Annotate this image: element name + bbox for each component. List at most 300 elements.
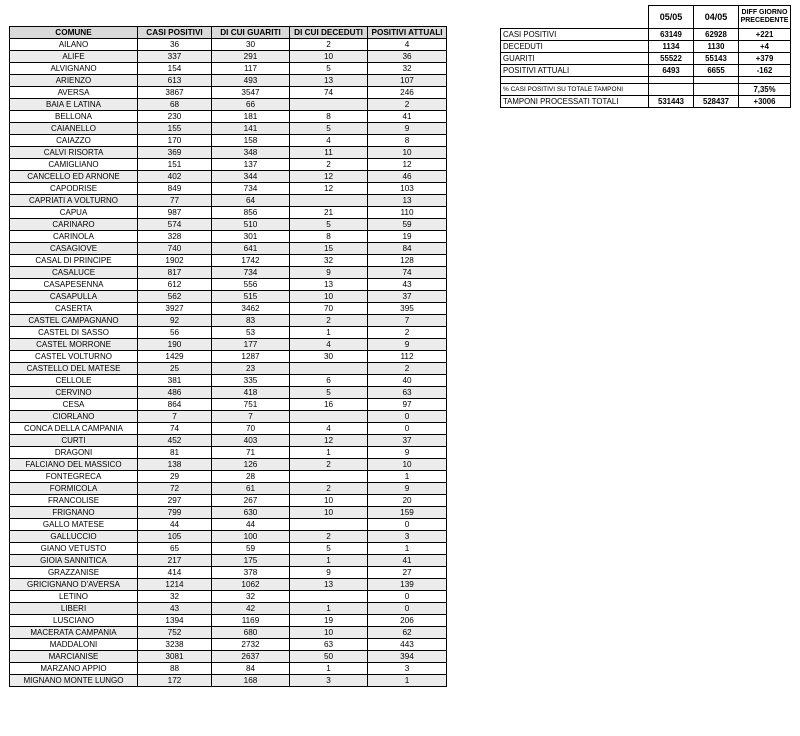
- table-row: [10, 231, 447, 243]
- deceduti-cell: 5: [290, 387, 368, 399]
- positivi-attuali-cell: 46: [368, 171, 447, 183]
- guariti-cell: 44: [212, 519, 290, 531]
- positivi-attuali-cell: 103: [368, 183, 447, 195]
- deceduti-cell: 1: [290, 603, 368, 615]
- summary-value-current: 6493: [649, 65, 694, 77]
- positivi-attuali-cell: 32: [368, 63, 447, 75]
- deceduti-cell: 2: [290, 459, 368, 471]
- deceduti-cell: 21: [290, 207, 368, 219]
- summary-tamponi-diff: +3006: [739, 96, 791, 108]
- guariti-cell: 641: [212, 243, 290, 255]
- casi-positivi-cell: 36: [138, 39, 212, 51]
- comune-name: CIORLANO: [10, 411, 138, 423]
- comune-name: MARCIANISE: [10, 651, 138, 663]
- table-row: [10, 243, 447, 255]
- positivi-attuali-cell: 112: [368, 351, 447, 363]
- guariti-cell: 177: [212, 339, 290, 351]
- guariti-cell: 70: [212, 423, 290, 435]
- summary-tamponi-label: TAMPONI PROCESSATI TOTALI: [501, 96, 649, 108]
- table-row: [10, 675, 447, 687]
- casi-positivi-cell: 574: [138, 219, 212, 231]
- comune-name: CERVINO: [10, 387, 138, 399]
- table-row: [10, 267, 447, 279]
- table-row: [10, 471, 447, 483]
- guariti-cell: 168: [212, 675, 290, 687]
- comune-name: GIANO VETUSTO: [10, 543, 138, 555]
- comune-name: CASAPESENNA: [10, 279, 138, 291]
- comune-name: LETINO: [10, 591, 138, 603]
- comune-name: CELLOLE: [10, 375, 138, 387]
- guariti-cell: 348: [212, 147, 290, 159]
- guariti-cell: 53: [212, 327, 290, 339]
- casi-positivi-cell: 230: [138, 111, 212, 123]
- deceduti-cell: 11: [290, 147, 368, 159]
- casi-positivi-cell: 3081: [138, 651, 212, 663]
- casi-positivi-cell: 381: [138, 375, 212, 387]
- summary-value-previous: 1130: [694, 41, 739, 53]
- summary-label: CASI POSITIVI: [501, 29, 649, 41]
- deceduti-cell: 2: [290, 531, 368, 543]
- deceduti-cell: 10: [290, 51, 368, 63]
- guariti-cell: 3462: [212, 303, 290, 315]
- guariti-cell: 1742: [212, 255, 290, 267]
- deceduti-cell: [290, 411, 368, 423]
- positivi-attuali-cell: 110: [368, 207, 447, 219]
- table-row: [10, 435, 447, 447]
- comune-name: AILANO: [10, 39, 138, 51]
- comune-name: FRIGNANO: [10, 507, 138, 519]
- table-row: [10, 219, 447, 231]
- guariti-cell: 1169: [212, 615, 290, 627]
- casi-positivi-cell: 486: [138, 387, 212, 399]
- deceduti-cell: 16: [290, 399, 368, 411]
- summary-pct-value: 7,35%: [739, 84, 791, 96]
- comune-name: AVERSA: [10, 87, 138, 99]
- casi-positivi-cell: 297: [138, 495, 212, 507]
- deceduti-cell: 2: [290, 483, 368, 495]
- guariti-cell: 7: [212, 411, 290, 423]
- deceduti-cell: 13: [290, 279, 368, 291]
- deceduti-cell: 13: [290, 75, 368, 87]
- table-header-row: [10, 27, 447, 39]
- table-row: [10, 111, 447, 123]
- comune-name: CAPODRISE: [10, 183, 138, 195]
- positivi-attuali-cell: 27: [368, 567, 447, 579]
- positivi-attuali-cell: 97: [368, 399, 447, 411]
- header-comune: COMUNE: [10, 27, 138, 39]
- positivi-attuali-cell: 2: [368, 363, 447, 375]
- comune-name: CASTEL VOLTURNO: [10, 351, 138, 363]
- positivi-attuali-cell: 41: [368, 111, 447, 123]
- deceduti-cell: [290, 99, 368, 111]
- summary-label: GUARITI: [501, 53, 649, 65]
- table-row: [10, 651, 447, 663]
- casi-positivi-cell: 138: [138, 459, 212, 471]
- comune-name: CURTI: [10, 435, 138, 447]
- positivi-attuali-cell: 40: [368, 375, 447, 387]
- positivi-attuali-cell: 443: [368, 639, 447, 651]
- comune-name: MACERATA CAMPANIA: [10, 627, 138, 639]
- summary-value-current: 55522: [649, 53, 694, 65]
- guariti-cell: 301: [212, 231, 290, 243]
- guariti-cell: 510: [212, 219, 290, 231]
- deceduti-cell: 15: [290, 243, 368, 255]
- comuni-table: [9, 26, 447, 687]
- summary-row-casi-positivi: [501, 29, 791, 41]
- comune-name: CASERTA: [10, 303, 138, 315]
- casi-positivi-cell: 29: [138, 471, 212, 483]
- deceduti-cell: 30: [290, 351, 368, 363]
- deceduti-cell: 74: [290, 87, 368, 99]
- summary-row-percentage: [501, 84, 791, 96]
- guariti-cell: 403: [212, 435, 290, 447]
- guariti-cell: 23: [212, 363, 290, 375]
- comune-name: CAMIGLIANO: [10, 159, 138, 171]
- comune-name: LIBERI: [10, 603, 138, 615]
- positivi-attuali-cell: 1: [368, 675, 447, 687]
- casi-positivi-cell: 155: [138, 123, 212, 135]
- casi-positivi-cell: 56: [138, 327, 212, 339]
- table-row: [10, 255, 447, 267]
- positivi-attuali-cell: 7: [368, 315, 447, 327]
- casi-positivi-cell: 452: [138, 435, 212, 447]
- guariti-cell: 493: [212, 75, 290, 87]
- comune-name: BAIA E LATINA: [10, 99, 138, 111]
- positivi-attuali-cell: 10: [368, 147, 447, 159]
- summary-header-row: [501, 6, 791, 29]
- casi-positivi-cell: 3867: [138, 87, 212, 99]
- deceduti-cell: 5: [290, 219, 368, 231]
- table-row: [10, 135, 447, 147]
- table-row: [10, 423, 447, 435]
- deceduti-cell: 32: [290, 255, 368, 267]
- table-row: [10, 495, 447, 507]
- table-row: [10, 183, 447, 195]
- positivi-attuali-cell: 2: [368, 327, 447, 339]
- guariti-cell: 3547: [212, 87, 290, 99]
- deceduti-cell: 5: [290, 63, 368, 75]
- deceduti-cell: 2: [290, 39, 368, 51]
- table-row: [10, 279, 447, 291]
- deceduti-cell: 10: [290, 291, 368, 303]
- guariti-cell: 515: [212, 291, 290, 303]
- table-row: [10, 591, 447, 603]
- deceduti-cell: [290, 195, 368, 207]
- table-row: [10, 339, 447, 351]
- casi-positivi-cell: 25: [138, 363, 212, 375]
- positivi-attuali-cell: 62: [368, 627, 447, 639]
- casi-positivi-cell: 74: [138, 423, 212, 435]
- summary-spacer-row: [501, 77, 791, 84]
- deceduti-cell: 2: [290, 315, 368, 327]
- comune-name: CASTEL MORRONE: [10, 339, 138, 351]
- guariti-cell: 83: [212, 315, 290, 327]
- comune-name: MIGNANO MONTE LUNGO: [10, 675, 138, 687]
- deceduti-cell: 9: [290, 567, 368, 579]
- positivi-attuali-cell: 36: [368, 51, 447, 63]
- guariti-cell: 181: [212, 111, 290, 123]
- casi-positivi-cell: 88: [138, 663, 212, 675]
- casi-positivi-cell: 43: [138, 603, 212, 615]
- summary-date-previous: 04/05: [694, 6, 739, 29]
- comune-name: GALLUCCIO: [10, 531, 138, 543]
- guariti-cell: 630: [212, 507, 290, 519]
- comune-name: GIOIA SANNITICA: [10, 555, 138, 567]
- summary-row-guariti: [501, 53, 791, 65]
- casi-positivi-cell: 72: [138, 483, 212, 495]
- casi-positivi-cell: 414: [138, 567, 212, 579]
- header-casi-positivi: CASI POSITIVI: [138, 27, 212, 39]
- comune-name: GALLO MATESE: [10, 519, 138, 531]
- summary-tamponi-current: 531443: [649, 96, 694, 108]
- table-row: [10, 291, 447, 303]
- positivi-attuali-cell: 9: [368, 447, 447, 459]
- deceduti-cell: [290, 519, 368, 531]
- casi-positivi-cell: 92: [138, 315, 212, 327]
- deceduti-cell: 12: [290, 183, 368, 195]
- positivi-attuali-cell: 4: [368, 39, 447, 51]
- casi-positivi-cell: 328: [138, 231, 212, 243]
- guariti-cell: 856: [212, 207, 290, 219]
- summary-label: POSITIVI ATTUALI: [501, 65, 649, 77]
- comune-name: ALVIGNANO: [10, 63, 138, 75]
- deceduti-cell: 5: [290, 543, 368, 555]
- casi-positivi-cell: 752: [138, 627, 212, 639]
- guariti-cell: 734: [212, 183, 290, 195]
- casi-positivi-cell: 799: [138, 507, 212, 519]
- guariti-cell: 71: [212, 447, 290, 459]
- positivi-attuali-cell: 0: [368, 591, 447, 603]
- header-positivi-attuali: POSITIVI ATTUALI: [368, 27, 447, 39]
- deceduti-cell: 19: [290, 615, 368, 627]
- summary-diff: +4: [739, 41, 791, 53]
- casi-positivi-cell: 44: [138, 519, 212, 531]
- table-row: [10, 483, 447, 495]
- summary-tamponi-previous: 528437: [694, 96, 739, 108]
- table-row: [10, 171, 447, 183]
- comune-name: FRANCOLISE: [10, 495, 138, 507]
- casi-positivi-cell: 190: [138, 339, 212, 351]
- guariti-cell: 66: [212, 99, 290, 111]
- comune-name: CASALUCE: [10, 267, 138, 279]
- table-row: [10, 159, 447, 171]
- table-row: [10, 543, 447, 555]
- deceduti-cell: 12: [290, 435, 368, 447]
- comune-name: CAPRIATI A VOLTURNO: [10, 195, 138, 207]
- positivi-attuali-cell: 0: [368, 519, 447, 531]
- guariti-cell: 344: [212, 171, 290, 183]
- table-row: [10, 411, 447, 423]
- table-row: [10, 531, 447, 543]
- summary-value-current: 63149: [649, 29, 694, 41]
- casi-positivi-cell: 151: [138, 159, 212, 171]
- positivi-attuali-cell: 74: [368, 267, 447, 279]
- guariti-cell: 30: [212, 39, 290, 51]
- casi-positivi-cell: 613: [138, 75, 212, 87]
- comune-name: DRAGONI: [10, 447, 138, 459]
- deceduti-cell: 1: [290, 663, 368, 675]
- casi-positivi-cell: 68: [138, 99, 212, 111]
- summary-label: DECEDUTI: [501, 41, 649, 53]
- casi-positivi-cell: 369: [138, 147, 212, 159]
- casi-positivi-cell: 3238: [138, 639, 212, 651]
- positivi-attuali-cell: 20: [368, 495, 447, 507]
- deceduti-cell: 5: [290, 123, 368, 135]
- table-row: [10, 351, 447, 363]
- positivi-attuali-cell: 63: [368, 387, 447, 399]
- guariti-cell: 751: [212, 399, 290, 411]
- guariti-cell: 141: [212, 123, 290, 135]
- table-row: [10, 579, 447, 591]
- casi-positivi-cell: 7: [138, 411, 212, 423]
- summary-value-previous: 62928: [694, 29, 739, 41]
- comune-name: BELLONA: [10, 111, 138, 123]
- table-row: [10, 399, 447, 411]
- casi-positivi-cell: 65: [138, 543, 212, 555]
- table-row: [10, 459, 447, 471]
- guariti-cell: 126: [212, 459, 290, 471]
- casi-positivi-cell: 170: [138, 135, 212, 147]
- deceduti-cell: 10: [290, 495, 368, 507]
- guariti-cell: 64: [212, 195, 290, 207]
- positivi-attuali-cell: 395: [368, 303, 447, 315]
- positivi-attuali-cell: 9: [368, 483, 447, 495]
- positivi-attuali-cell: 19: [368, 231, 447, 243]
- casi-positivi-cell: 562: [138, 291, 212, 303]
- casi-positivi-cell: 1429: [138, 351, 212, 363]
- deceduti-cell: [290, 363, 368, 375]
- casi-positivi-cell: 817: [138, 267, 212, 279]
- deceduti-cell: 70: [290, 303, 368, 315]
- guariti-cell: 175: [212, 555, 290, 567]
- guariti-cell: 137: [212, 159, 290, 171]
- table-row: [10, 555, 447, 567]
- summary-table: [500, 5, 791, 108]
- comune-name: GRICIGNANO D'AVERSA: [10, 579, 138, 591]
- comune-name: CASTEL CAMPAGNANO: [10, 315, 138, 327]
- guariti-cell: 335: [212, 375, 290, 387]
- table-row: [10, 207, 447, 219]
- guariti-cell: 291: [212, 51, 290, 63]
- table-row: [10, 507, 447, 519]
- positivi-attuali-cell: 107: [368, 75, 447, 87]
- deceduti-cell: 63: [290, 639, 368, 651]
- positivi-attuali-cell: 246: [368, 87, 447, 99]
- guariti-cell: 267: [212, 495, 290, 507]
- guariti-cell: 1062: [212, 579, 290, 591]
- deceduti-cell: 10: [290, 507, 368, 519]
- positivi-attuali-cell: 59: [368, 219, 447, 231]
- casi-positivi-cell: 154: [138, 63, 212, 75]
- table-row: [10, 663, 447, 675]
- guariti-cell: 117: [212, 63, 290, 75]
- comune-name: CAIANELLO: [10, 123, 138, 135]
- deceduti-cell: 1: [290, 447, 368, 459]
- guariti-cell: 1287: [212, 351, 290, 363]
- positivi-attuali-cell: 12: [368, 159, 447, 171]
- deceduti-cell: 6: [290, 375, 368, 387]
- guariti-cell: 42: [212, 603, 290, 615]
- comune-name: CAPUA: [10, 207, 138, 219]
- casi-positivi-cell: 172: [138, 675, 212, 687]
- comune-name: CASAPULLA: [10, 291, 138, 303]
- deceduti-cell: 10: [290, 627, 368, 639]
- casi-positivi-cell: 1214: [138, 579, 212, 591]
- table-row: [10, 63, 447, 75]
- table-row: [10, 615, 447, 627]
- header-deceduti: DI CUI DECEDUTI: [290, 27, 368, 39]
- deceduti-cell: 4: [290, 135, 368, 147]
- comune-name: CARINARO: [10, 219, 138, 231]
- positivi-attuali-cell: 128: [368, 255, 447, 267]
- comune-name: CASTEL DI SASSO: [10, 327, 138, 339]
- positivi-attuali-cell: 0: [368, 423, 447, 435]
- deceduti-cell: [290, 471, 368, 483]
- positivi-attuali-cell: 43: [368, 279, 447, 291]
- positivi-attuali-cell: 1: [368, 471, 447, 483]
- table-row: [10, 519, 447, 531]
- guariti-cell: 100: [212, 531, 290, 543]
- deceduti-cell: 4: [290, 339, 368, 351]
- deceduti-cell: 4: [290, 423, 368, 435]
- summary-value-previous: 6655: [694, 65, 739, 77]
- positivi-attuali-cell: 41: [368, 555, 447, 567]
- summary-value-current: 1134: [649, 41, 694, 53]
- comune-name: CAIAZZO: [10, 135, 138, 147]
- table-row: [10, 51, 447, 63]
- deceduti-cell: 12: [290, 171, 368, 183]
- table-row: [10, 99, 447, 111]
- table-row: [10, 327, 447, 339]
- positivi-attuali-cell: 139: [368, 579, 447, 591]
- positivi-attuali-cell: 9: [368, 339, 447, 351]
- table-row: [10, 303, 447, 315]
- table-row: [10, 39, 447, 51]
- positivi-attuali-cell: 3: [368, 531, 447, 543]
- deceduti-cell: 2: [290, 159, 368, 171]
- casi-positivi-cell: 32: [138, 591, 212, 603]
- table-row: [10, 87, 447, 99]
- table-row: [10, 195, 447, 207]
- guariti-cell: 418: [212, 387, 290, 399]
- positivi-attuali-cell: 84: [368, 243, 447, 255]
- casi-positivi-cell: 987: [138, 207, 212, 219]
- table-row: [10, 123, 447, 135]
- table-row: [10, 375, 447, 387]
- casi-positivi-cell: 337: [138, 51, 212, 63]
- guariti-cell: 2732: [212, 639, 290, 651]
- comune-name: FORMICOLA: [10, 483, 138, 495]
- casi-positivi-cell: 849: [138, 183, 212, 195]
- comune-name: CALVI RISORTA: [10, 147, 138, 159]
- comune-name: FONTEGRECA: [10, 471, 138, 483]
- table-row: [10, 627, 447, 639]
- deceduti-cell: 9: [290, 267, 368, 279]
- summary-diff: +221: [739, 29, 791, 41]
- table-row: [10, 603, 447, 615]
- guariti-cell: 556: [212, 279, 290, 291]
- comune-name: MADDALONI: [10, 639, 138, 651]
- comune-name: CASTELLO DEL MATESE: [10, 363, 138, 375]
- table-row: [10, 387, 447, 399]
- guariti-cell: 84: [212, 663, 290, 675]
- casi-positivi-cell: 740: [138, 243, 212, 255]
- deceduti-cell: 8: [290, 111, 368, 123]
- guariti-cell: 158: [212, 135, 290, 147]
- comune-name: CANCELLO ED ARNONE: [10, 171, 138, 183]
- positivi-attuali-cell: 394: [368, 651, 447, 663]
- summary-diff-header: DIFF GIORNO PRECEDENTE: [739, 6, 791, 29]
